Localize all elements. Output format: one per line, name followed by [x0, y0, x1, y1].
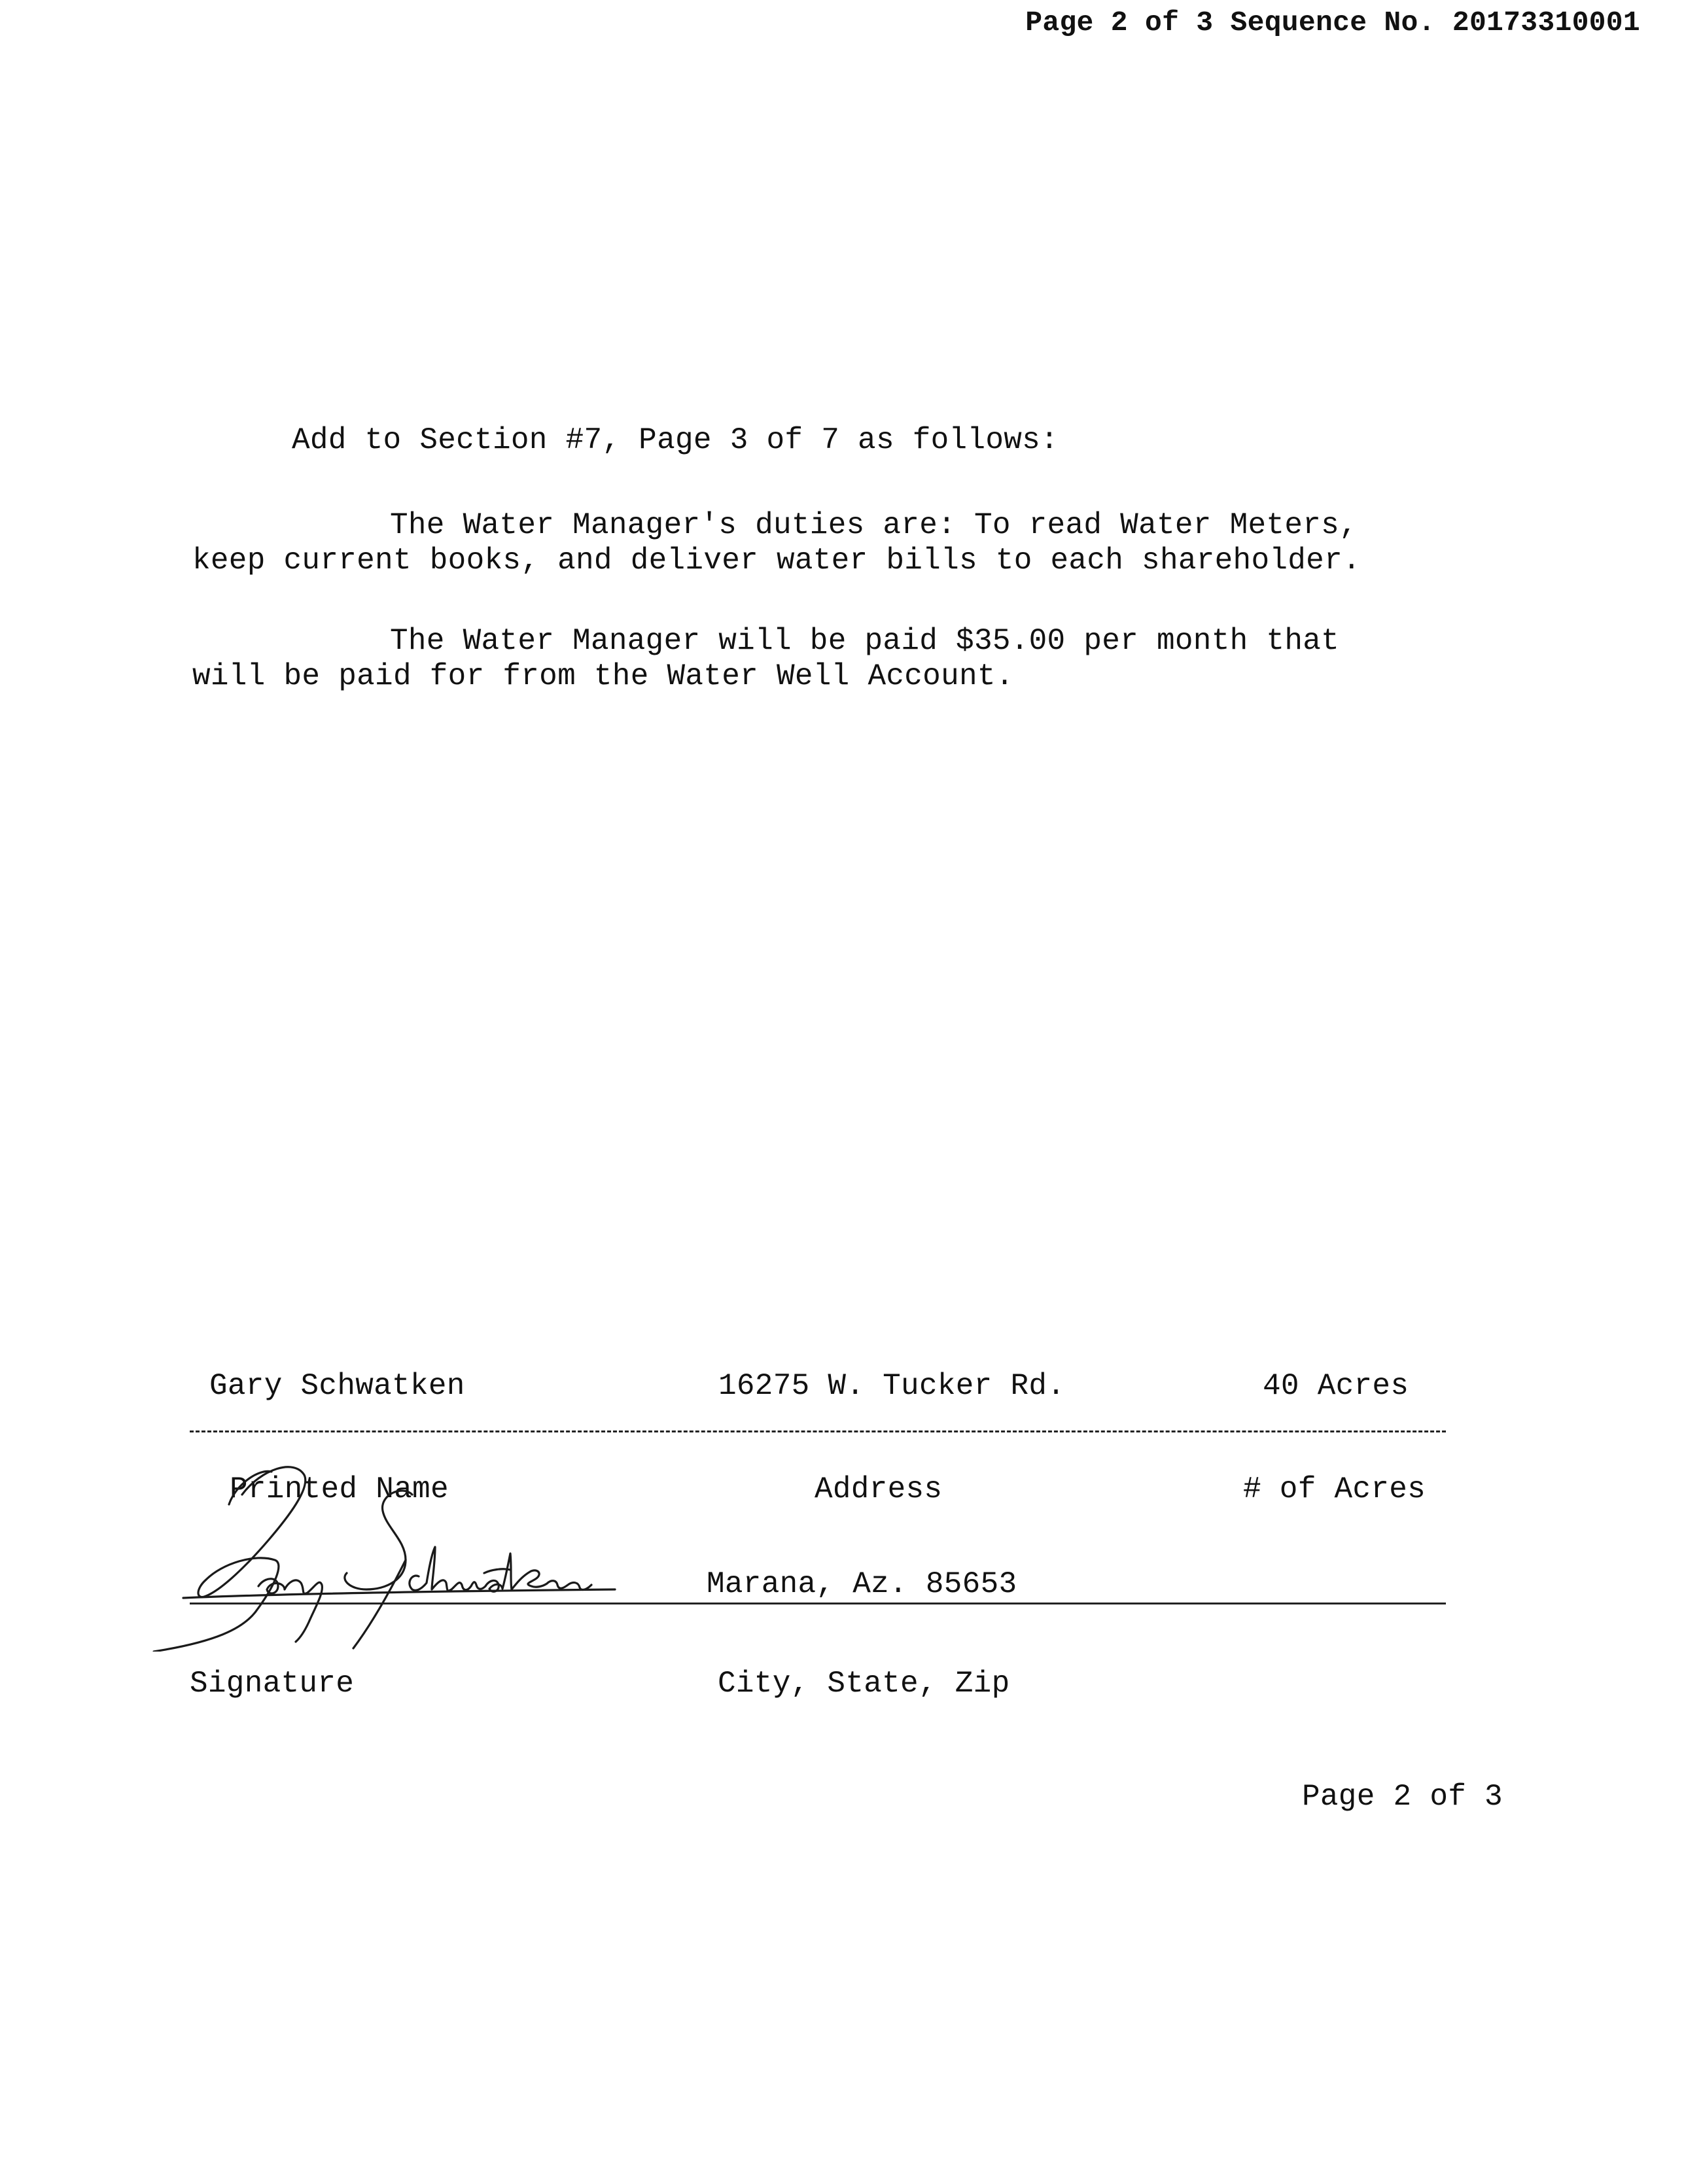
signature-label: Signature	[190, 1667, 355, 1701]
paragraph-pay-line-1: The Water Manager will be paid $35.00 per month that	[390, 624, 1340, 658]
paragraph-duties-line-2: keep current books, and deliver water bills to each shareholder.	[192, 544, 1361, 578]
handwritten-signature	[144, 1455, 680, 1652]
page-header-sequence: Page 2 of 3 Sequence No. 20173310001	[1025, 7, 1640, 39]
instruction-line: Add to Section #7, Page 3 of 7 as follows:	[292, 423, 1059, 457]
address-label: Address	[815, 1472, 943, 1506]
city-state-zip-label: City, State, Zip	[718, 1667, 1010, 1701]
address-value: 16275 W. Tucker Rd.	[718, 1369, 1066, 1403]
printed-name-value: Gary Schwatken	[209, 1369, 465, 1403]
form-divider-line-1	[190, 1430, 1446, 1432]
paragraph-pay-line-2: will be paid for from the Water Well Account.	[192, 659, 1014, 693]
city-state-zip-value: Marana, Az. 85653	[707, 1567, 1017, 1601]
acres-value: 40 Acres	[1263, 1369, 1409, 1403]
acres-label: # of Acres	[1243, 1472, 1426, 1506]
page-footer-number: Page 2 of 3	[1302, 1780, 1503, 1814]
paragraph-duties-line-1: The Water Manager's duties are: To read Water Meters,	[390, 508, 1358, 542]
printed-name-label: Printed Name	[230, 1472, 449, 1506]
